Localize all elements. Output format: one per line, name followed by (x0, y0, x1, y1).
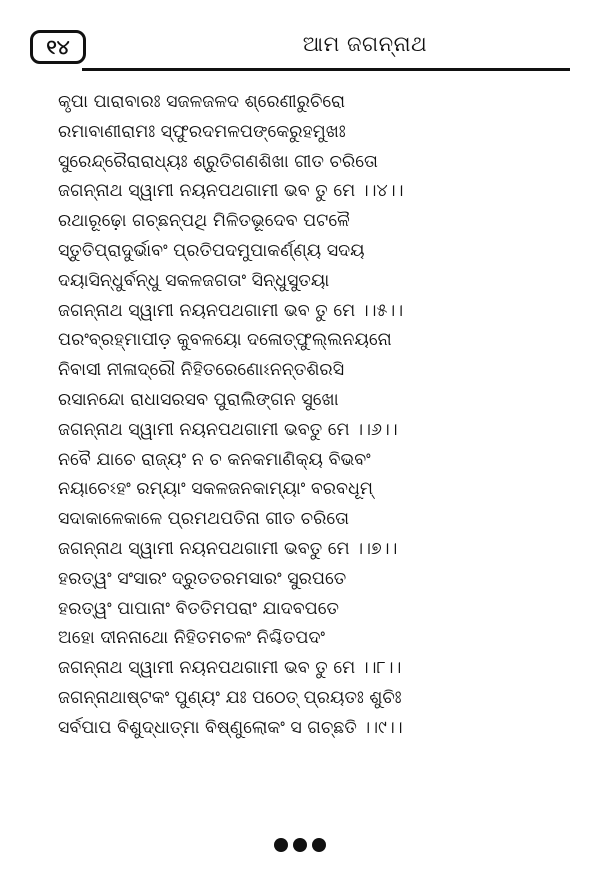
ornament-dot (293, 838, 307, 852)
header-rule (82, 68, 570, 71)
verse-line: ସୁରେନ୍ଦ୍ରୈରାରାଧ୍ୟଃ ଶ୍ରୁତିଗଣଶିଖା ଗୀତ ଚରିତୋ (58, 151, 378, 172)
verse-line: ହରତ୍ୱଂ ପାପାନାଂ ବିତତିମପରାଂ ଯାଦବପତେ (58, 598, 339, 619)
page-number: ୧୪ (46, 35, 70, 59)
verse-block (58, 88, 578, 744)
verse-line: ନୟାଚେଽହଂ ରମ୍ୟାଂ ସକଳଜନକାମ୍ୟାଂ ବରବଧୂମ୍ (58, 479, 373, 500)
verse-line: ଜଗନ୍ନାଥ ସ୍ୱାମୀ ନୟନପଥଗାମୀ ଭବ ତୁ ମେ ।।୫।। (58, 300, 404, 321)
verse-line: ଦୟାସିନ୍ଧୁର୍ବନ୍ଧୁ ସକଳଜଗତାଂ ସିନ୍ଧୁସୁତୟା (58, 270, 330, 291)
verse-line: ଜଗନ୍ନାଥାଷ୍ଟକଂ ପୁଣ୍ୟଂ ଯଃ ପଠେତ୍ ପ୍ରୟତଃ ଶୁଚିଃ (58, 687, 402, 708)
verse-line: ସ୍ତୁତିପ୍ରାଦୁର୍ଭାବଂ ପ୍ରତିପଦମୁପାକର୍ଣ୍ଣ୍ୟ ସଦୟ (58, 240, 365, 261)
ornament-dot (274, 838, 288, 852)
verse-line: ସଦାକାଳେକାଳେ ପ୍ରମଥପତିନା ଗୀତ ଚରିତୋ (58, 509, 350, 530)
ornament-dot (312, 838, 326, 852)
running-header-title: ଆମ ଜଗନ୍ନାଥ (302, 32, 428, 56)
verse-line: ହରତ୍ୱଂ ସଂସାରଂ ଦ୍ରୁତତରମସାରଂ ସୁରପତେ (58, 568, 347, 589)
verse-line: ସର୍ବପାପ ବିଶୁଦ୍ଧାତ୍ମା ବିଷ୍ଣୁଲୋକଂ ସ ଗଚ୍ଛତି ।।୯।। (58, 717, 403, 738)
verse-line: ଜଗନ୍ନାଥ ସ୍ୱାମୀ ନୟନପଥଗାମୀ ଭବତୁ ମେ ।।୭।। (58, 538, 398, 559)
verse-line: ରମାବାଣୀରାମଃ ସ୍ଫୁରଦମଳପଙ୍କେରୁହମୁଖଃ (58, 121, 346, 142)
verse-line: ନବୈ ଯାଚେ ରାଜ୍ୟଂ ନ ଚ କନକମାଣିକ୍ୟ ବିଭବଂ (58, 449, 371, 470)
verse-line: କୃପା ପାରାବାରଃ ସଜଳଜଳଦ ଶ୍ରେଣୀରୁଚିରୋ (58, 92, 346, 112)
page-number-badge (30, 30, 86, 64)
verse-line: ଅହୋ ଦୀନନାଥୋ ନିହିତମଚଳଂ ନିଶ୍ଚିତପଦଂ (58, 628, 326, 649)
verse-line: ରସାନନ୍ଦୋ ରାଧାସରସବ ପୁରାଲିଙ୍ଗନ ସୁଖୋ (58, 389, 339, 410)
verse-line: ଜଗନ୍ନାଥ ସ୍ୱାମୀ ନୟନପଥଗାମୀ ଭବ ତୁ ମେ ।।୮।। (58, 658, 402, 679)
verse-line: ଜଗନ୍ନାଥ ସ୍ୱାମୀ ନୟନପଥଗାମୀ ଭବ ତୁ ମେ ।।୪।। (58, 181, 404, 202)
end-ornament (0, 838, 600, 852)
verse-line: ଜଗନ୍ନାଥ ସ୍ୱାମୀ ନୟନପଥଗାମୀ ଭବତୁ ମେ ।।୬।। (58, 419, 398, 440)
verse-line: ରଥାରୂଢ଼ୋ ଗଚ୍ଛନ୍‌ପଥି ମିଳିତଭୂଦେବ ପଟଳୈ (58, 211, 350, 232)
verse-line: ନିବାସୀ ନୀଳାଦ୍ରୌ ନିହିତରେଣୋଽନନ୍ତଶିରସି (58, 360, 345, 381)
verse-line: ପରଂବ୍ରହ୍ମାପୀଡ଼ କୁବଳୟୋ ଦଳୋତ୍‌ଫୁଲ୍ଲନୟନୋ (58, 330, 392, 351)
